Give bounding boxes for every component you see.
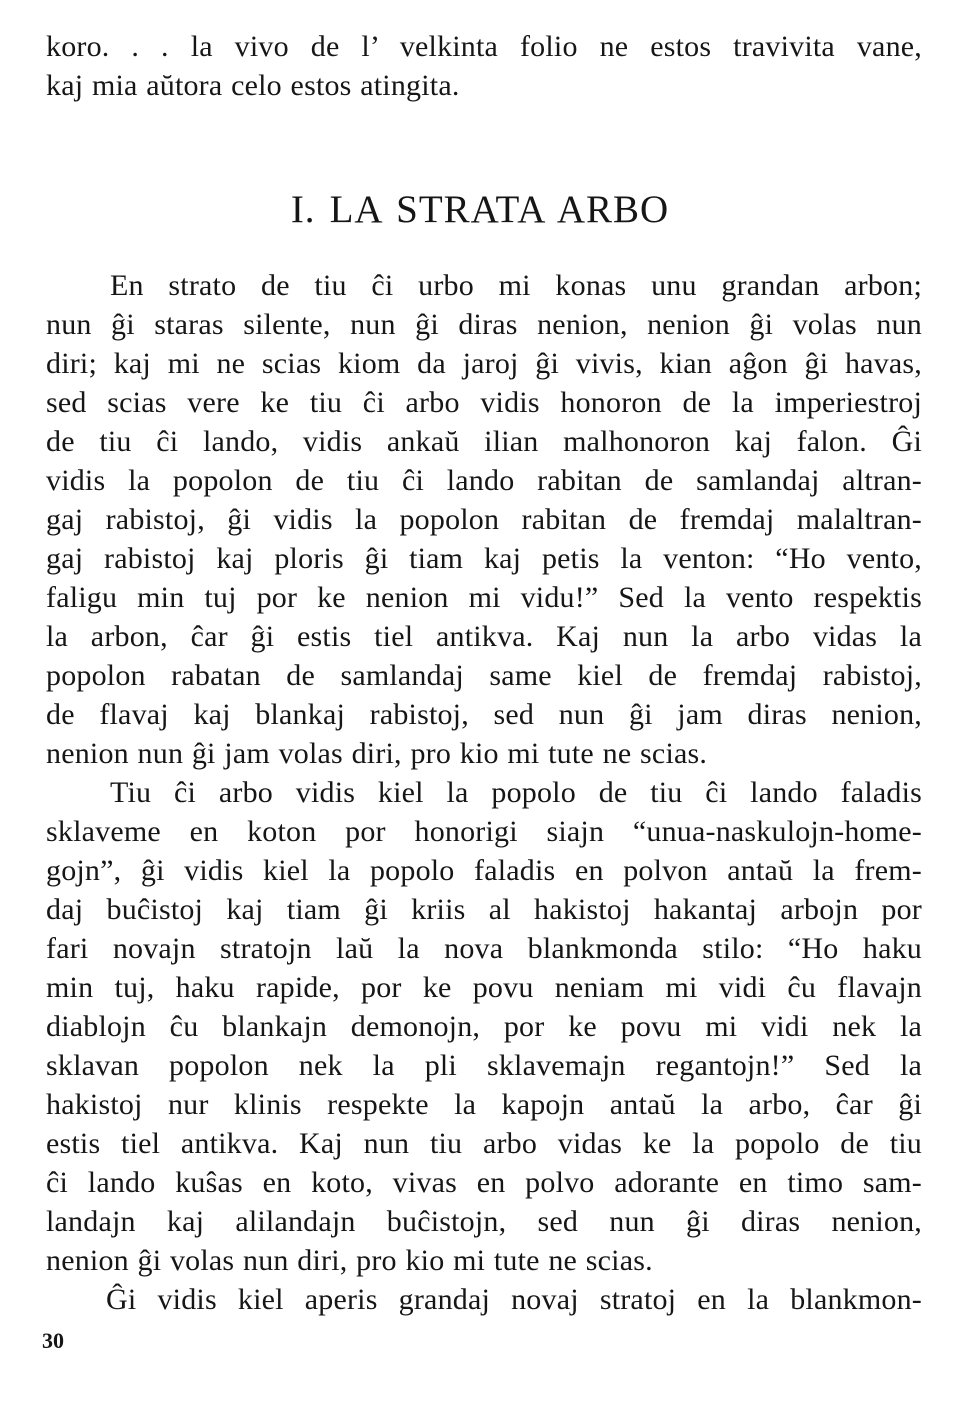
text-line: vidis la popolon de tiu ĉi lando rabitan de samlandaj altran- [46,464,922,497]
text-line: nun ĝi staras silente, nun ĝi diras nenion, nenion ĝi volas nun [46,308,922,341]
paragraph [46,266,922,773]
chapter-title: LA STRATA ARBO [329,188,670,231]
text-line: En strato de tiu ĉi urbo mi konas unu grandan arbon; [110,269,922,302]
text-line: koro. . . la vivo de l’ velkinta folio ne estos travivita vane, [46,30,922,63]
intro-text [46,27,922,105]
text-line: diablojn ĉu blankajn demonojn, por ke povu mi vidi nek la [46,1010,922,1043]
text-line: min tuj, haku rapide, por ke povu neniam mi vidi ĉu flavajn [46,971,922,1004]
text-line: sklaveme en koton por honorigi siajn “unua-naskulojn-home- [46,815,922,848]
chapter-number: I. [290,188,316,231]
text-line: sklavan popolon nek la pli sklavemajn regantojn!” Sed la [46,1049,922,1082]
text-line: gaj rabistoj, ĝi vidis la popolon rabitan de fremdaj malaltran- [46,503,922,536]
text-line: kaj mia aŭtora celo estos atingita. [46,69,460,102]
text-line: landajn kaj alilandajn buĉistojn, sed nun ĝi diras nenion, [46,1205,922,1238]
text-line: estis tiel antikva. Kaj nun tiu arbo vidas ke la popolo de tiu [46,1127,922,1160]
text-line: daj buĉistoj kaj tiam ĝi kriis al hakistoj hakantaj arbojn por [46,893,922,926]
text-line: la arbon, ĉar ĝi estis tiel antikva. Kaj nun la arbo vidas la [46,620,922,653]
page-number: 30 [42,1328,64,1353]
text-line: ĉi lando kuŝas en koto, vivas en polvo adorante en timo sam- [46,1166,922,1199]
chapter-body [46,266,922,1319]
text-line: sed scias vere ke tiu ĉi arbo vidis honoron de la imperiestroj [46,386,922,419]
text-line: nenion ĝi volas nun diri, pro kio mi tute ne scias. [46,1244,653,1277]
paragraph [46,773,922,1280]
text-line: diri; kaj mi ne scias kiom da jaroj ĝi vivis, kian aĝon ĝi havas, [46,347,922,380]
chapter-heading [0,188,960,232]
text-line: fari novajn stratojn laŭ la nova blankmonda stilo: “Ho haku [46,932,922,965]
text-line: gaj rabistoj kaj ploris ĝi tiam kaj petis la venton: “Ho vento, [46,542,922,575]
text-line: popolon rabatan de samlandaj same kiel de fremdaj rabistoj, [46,659,922,692]
text-line: nenion nun ĝi jam volas diri, pro kio mi tute ne scias. [46,737,708,770]
text-line: de tiu ĉi lando, vidis ankaŭ ilian malhonoron kaj falon. Ĝi [46,425,922,458]
text-line: gojn”, ĝi vidis kiel la popolo faladis en polvon antaŭ la frem- [46,854,922,887]
text-line: hakistoj nur klinis respekte la kapojn antaŭ la arbo, ĉar ĝi [46,1088,922,1121]
text-line: faligu min tuj por ke nenion mi vidu!” Sed la vento respektis [46,581,922,614]
text-line: Tiu ĉi arbo vidis kiel la popolo de tiu ĉi lando faladis [110,776,922,809]
paragraph [46,1280,922,1319]
text-line: de flavaj kaj blankaj rabistoj, sed nun ĝi jam diras nenion, [46,698,922,731]
text-line: Ĝi vidis kiel aperis grandaj novaj stratoj en la blankmon- [106,1283,922,1316]
